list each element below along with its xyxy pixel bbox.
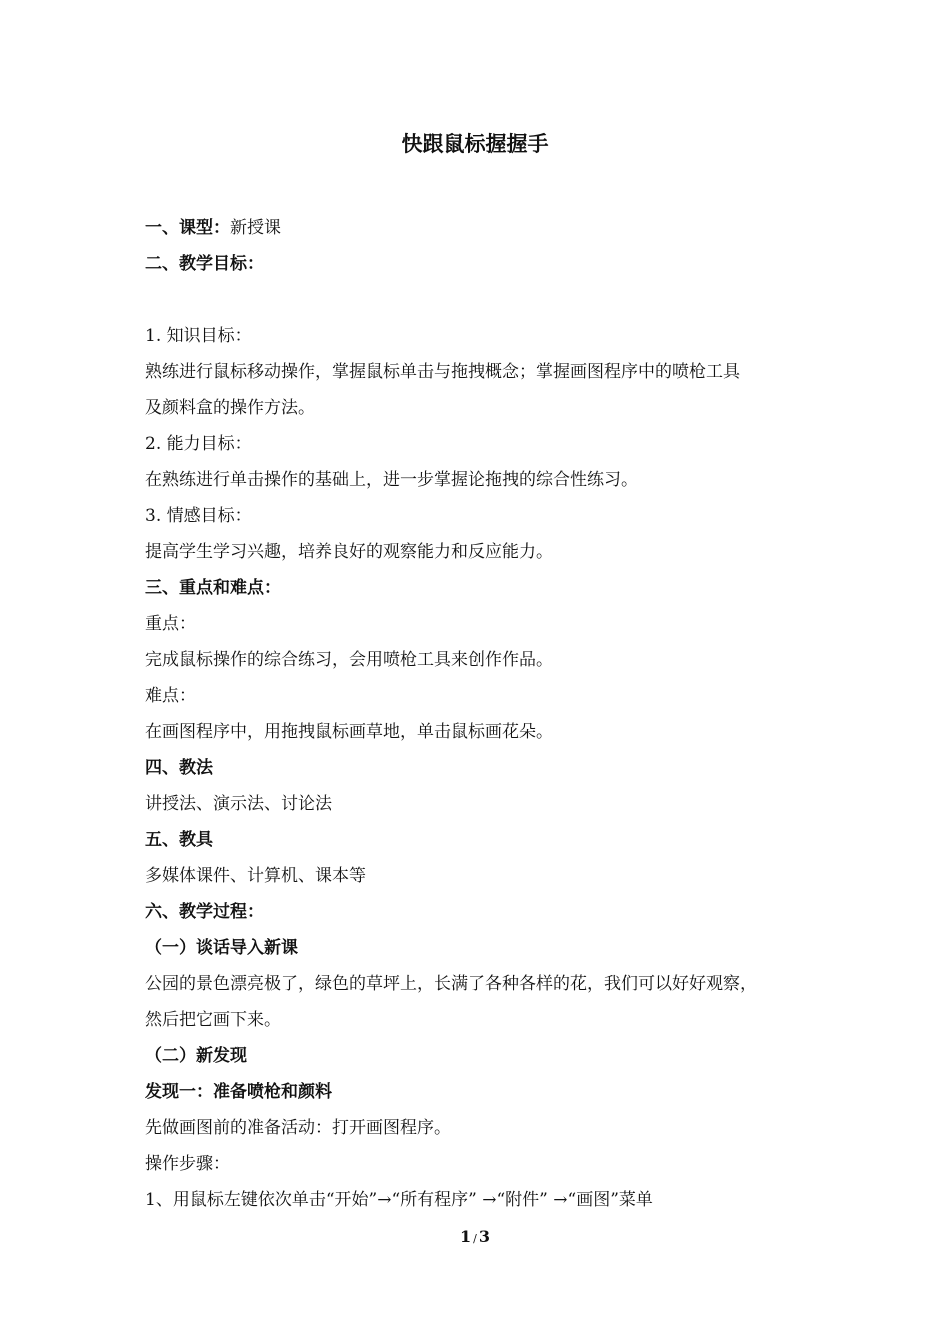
paragraph-line xyxy=(145,678,815,714)
section-heading-line xyxy=(145,822,815,858)
body-text: 3. 情感目标： xyxy=(145,506,252,526)
paragraph-line xyxy=(145,498,815,534)
heading-text: 三、重点和难点： xyxy=(145,578,281,598)
heading-text: 发现一：准备喷枪和颜料 xyxy=(145,1082,332,1102)
body-text: 在熟练进行单击操作的基础上，进一步掌握论拖拽的综合性练习。 xyxy=(145,470,638,490)
paragraph-line xyxy=(145,606,815,642)
heading-text: （一）谈话导入新课 xyxy=(145,938,298,958)
body-text: 提高学生学习兴趣，培养良好的观察能力和反应能力。 xyxy=(145,542,553,562)
body-text: 然后把它画下来。 xyxy=(145,1010,281,1030)
paragraph-line xyxy=(145,318,815,354)
heading-text: 五、教具 xyxy=(145,830,213,850)
paragraph-line xyxy=(145,786,815,822)
body-text: 操作步骤： xyxy=(145,1154,230,1174)
section-heading-line xyxy=(145,246,815,282)
paragraph-line xyxy=(145,1110,815,1146)
paragraph-line xyxy=(145,534,815,570)
paragraph-line xyxy=(145,1146,815,1182)
body-text: 2. 能力目标： xyxy=(145,434,252,454)
body-text: 完成鼠标操作的综合练习，会用喷枪工具来创作作品。 xyxy=(145,650,553,670)
body-text: 重点： xyxy=(145,614,196,634)
body-text: 在画图程序中，用拖拽鼠标画草地，单击鼠标画花朵。 xyxy=(145,722,553,742)
document-body xyxy=(145,210,815,1218)
document-title: 快跟鼠标握握手 xyxy=(401,132,549,156)
body-text: 多媒体课件、计算机、课本等 xyxy=(145,866,366,886)
section-heading-line xyxy=(145,1038,815,1074)
paragraph-line xyxy=(145,642,815,678)
body-text: 公园的景色漂亮极了，绿色的草坪上，长满了各种各样的花，我们可以好好观察， xyxy=(145,974,757,994)
paragraph-line xyxy=(145,390,815,426)
heading-text: 一、课型： xyxy=(145,218,230,238)
paragraph-line xyxy=(145,714,815,750)
page-number xyxy=(0,1227,950,1246)
page-current: 1 xyxy=(460,1227,472,1246)
paragraph-line xyxy=(145,1002,815,1038)
paragraph-line xyxy=(145,462,815,498)
section-heading-line xyxy=(145,1074,815,1110)
section-heading-line xyxy=(145,894,815,930)
paragraph-line xyxy=(145,1182,815,1218)
heading-text: （二）新发现 xyxy=(145,1046,247,1066)
section-heading-line xyxy=(145,210,815,246)
heading-text: 四、教法 xyxy=(145,758,213,778)
body-text: 及颜料盒的操作方法。 xyxy=(145,398,315,418)
body-text: 讲授法、演示法、讨论法 xyxy=(145,794,332,814)
body-text: 新授课 xyxy=(230,218,281,238)
paragraph-line xyxy=(145,354,815,390)
heading-text: 六、教学过程： xyxy=(145,902,264,922)
body-text: 难点： xyxy=(145,686,196,706)
blank-line xyxy=(145,282,815,318)
page-separator: / xyxy=(473,1232,477,1245)
section-heading-line xyxy=(145,750,815,786)
heading-text: 二、教学目标： xyxy=(145,254,264,274)
body-text: 1、用鼠标左键依次单击“开始”→“所有程序” →“附件” →“画图”菜单 xyxy=(145,1190,653,1210)
paragraph-line xyxy=(145,966,815,1002)
page-total: 3 xyxy=(478,1227,490,1246)
body-text: 先做画图前的准备活动：打开画图程序。 xyxy=(145,1118,451,1138)
body-text: 熟练进行鼠标移动操作，掌握鼠标单击与拖拽概念；掌握画图程序中的喷枪工具 xyxy=(145,362,740,382)
section-heading-line xyxy=(145,570,815,606)
body-text: 1. 知识目标： xyxy=(145,326,252,346)
paragraph-line xyxy=(145,858,815,894)
paragraph-line xyxy=(145,426,815,462)
section-heading-line xyxy=(145,930,815,966)
